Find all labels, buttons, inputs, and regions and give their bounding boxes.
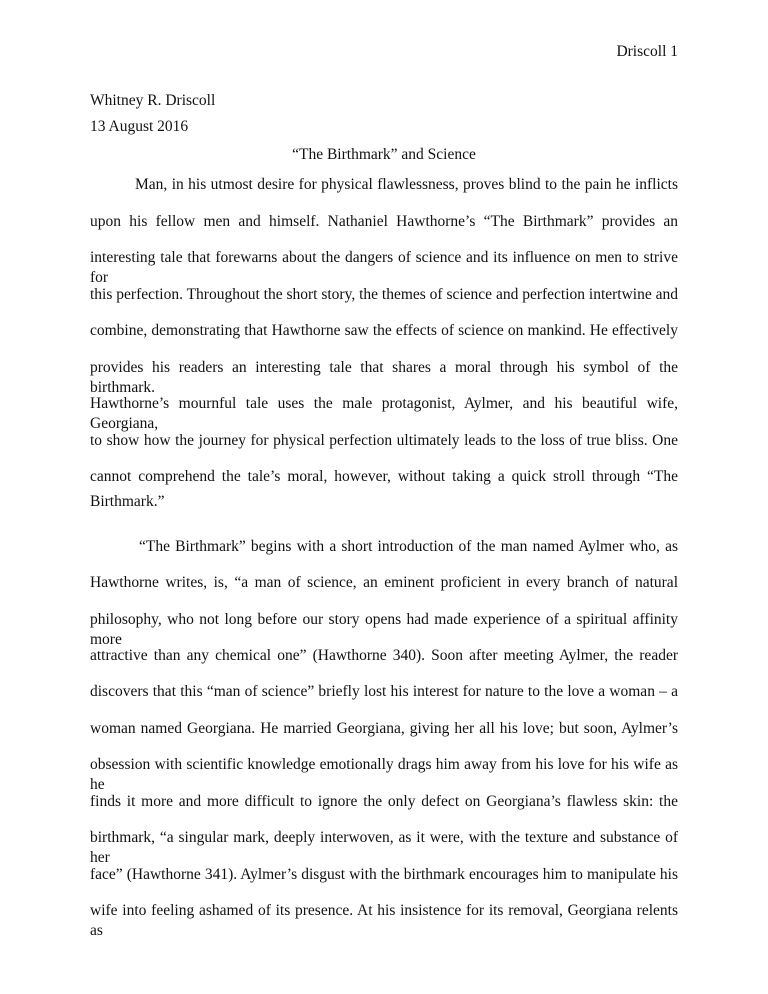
document-date: 13 August 2016: [90, 118, 189, 135]
paragraph-2-line: “The Birthmark” begins with a short introduction of the man named Aylmer who, as: [139, 538, 678, 555]
author-name: Whitney R. Driscoll: [90, 92, 216, 109]
paragraph-2-line: Hawthorne writes, is, “a man of science, an eminent proficient in every branch of natural: [90, 574, 678, 591]
paragraph-2-line: woman named Georgiana. He married Georgiana, giving her all his love; but soon, Aylmer’s: [90, 720, 678, 737]
paragraph-2-line: obsession with scientific knowledge emotionally drags him away from his love for his wife as he: [90, 756, 678, 793]
paragraph-1-line: provides his readers an interesting tale that shares a moral through his symbol of the birthmark.: [90, 359, 678, 396]
paragraph-1-line: upon his fellow men and himself. Nathaniel Hawthorne’s “The Birthmark” provides an: [90, 213, 678, 230]
paragraph-1-line: interesting tale that forewarns about the dangers of science and its influence on men to strive for: [90, 249, 678, 286]
paragraph-2-line: finds it more and more difficult to ignore the only defect on Georgiana’s flawless skin: the: [90, 793, 678, 810]
paragraph-1-line: to show how the journey for physical perfection ultimately leads to the loss of true bliss. One: [90, 432, 678, 449]
paragraph-1-line: this perfection. Throughout the short story, the themes of science and perfection intertwine and: [90, 286, 678, 303]
paragraph-2-line: wife into feeling ashamed of its presence. At his insistence for its removal, Georgiana relents as: [90, 902, 678, 939]
paragraph-1-line: Man, in his utmost desire for physical flawlessness, proves blind to the pain he inflicts: [135, 176, 678, 193]
paragraph-2-line: face” (Hawthorne 341). Aylmer’s disgust with the birthmark encourages him to manipulate his: [90, 866, 678, 883]
paragraph-1-line: combine, demonstrating that Hawthorne saw the effects of science on mankind. He effectively: [90, 322, 678, 339]
essay-title: “The Birthmark” and Science: [292, 146, 476, 163]
paragraph-2-line: discovers that this “man of science” briefly lost his interest for nature to the love a woman – a: [90, 683, 678, 700]
paragraph-1-line: Hawthorne’s mournful tale uses the male protagonist, Aylmer, and his beautiful wife, Georgiana,: [90, 395, 678, 432]
paragraph-2-line: philosophy, who not long before our story opens had made experience of a spiritual affinity more: [90, 611, 678, 648]
paragraph-2-line: attractive than any chemical one” (Hawthorne 340). Soon after meeting Aylmer, the reader: [90, 647, 678, 664]
paragraph-1-line: cannot comprehend the tale’s moral, however, without taking a quick stroll through “The: [90, 468, 678, 485]
paragraph-1-line: Birthmark.”: [90, 493, 165, 510]
paragraph-2-line: birthmark, “a singular mark, deeply interwoven, as it were, with the texture and substance of her: [90, 829, 678, 866]
running-head: Driscoll 1: [616, 43, 678, 60]
